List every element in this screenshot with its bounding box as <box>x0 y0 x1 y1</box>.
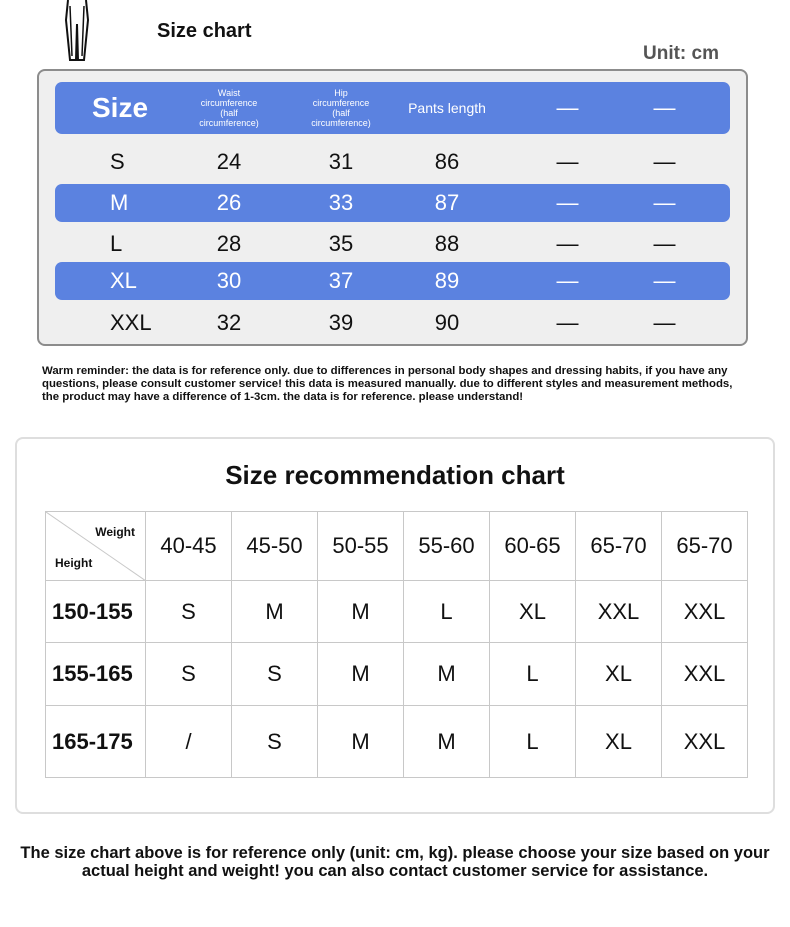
empty-header-2: — <box>653 95 676 120</box>
weight-col: 40-45 <box>146 512 232 581</box>
size-cell: XL <box>576 643 662 706</box>
waist-cell: 26 <box>216 190 242 215</box>
size-cell: XXL <box>110 310 152 335</box>
size-cell: / <box>146 706 232 778</box>
size-cell: L <box>404 581 490 643</box>
height-label: Height <box>55 556 93 570</box>
size-cell: XXL <box>662 643 748 706</box>
unit-label: Unit: cm <box>643 43 719 64</box>
size-row <box>55 143 730 181</box>
table-header-row <box>46 512 748 581</box>
table-row <box>46 643 748 706</box>
size-cell: S <box>232 706 318 778</box>
length-cell: 86 <box>434 149 460 174</box>
waist-cell: 28 <box>216 231 242 256</box>
height-cell: 150-155 <box>46 581 146 643</box>
size-cell: S <box>146 643 232 706</box>
size-row <box>55 225 730 263</box>
pants-length-header: Pants length <box>408 100 486 116</box>
empty-cell: — <box>653 268 676 293</box>
page-title: Size chart <box>157 20 252 42</box>
weight-col: 50-55 <box>318 512 404 581</box>
waist-cell: 32 <box>216 310 242 335</box>
height-cell: 165-175 <box>46 706 146 778</box>
size-cell: M <box>318 581 404 643</box>
size-row <box>55 262 730 300</box>
size-cell: M <box>318 643 404 706</box>
waist-cell: 30 <box>216 268 242 293</box>
length-cell: 90 <box>434 310 460 335</box>
weight-col: 65-70 <box>662 512 748 581</box>
recommendation-title: Size recommendation chart <box>225 460 565 490</box>
size-cell: XL <box>110 268 137 293</box>
size-row <box>55 184 730 222</box>
empty-cell: — <box>653 310 676 335</box>
hip-cell: 33 <box>328 190 354 215</box>
weight-col: 45-50 <box>232 512 318 581</box>
size-header: Size <box>91 92 149 123</box>
table-row <box>46 706 748 778</box>
diagonal-line <box>46 512 146 581</box>
size-cell: L <box>110 231 123 256</box>
reminder-text: Warm reminder: the data is for reference only. due to differences in personal body shapes and dressing habits, if you have any questions, please consult customer service! this data is measured manually. due to different styles and measurement methods, the product may have a difference of 1-3cm. the data is for reference. please understand! <box>42 365 733 403</box>
size-cell: M <box>110 190 129 215</box>
length-cell: 87 <box>434 190 460 215</box>
hip-header: Hip circumference (half circumference) <box>311 88 371 128</box>
waist-header: Waist circumference (half circumference) <box>199 88 259 128</box>
size-cell: XXL <box>662 581 748 643</box>
size-cell: L <box>490 706 576 778</box>
empty-cell: — <box>556 190 579 215</box>
length-cell: 89 <box>434 268 460 293</box>
weight-label: Weight <box>95 525 135 539</box>
recommendation-table <box>45 511 748 778</box>
size-cell: M <box>404 643 490 706</box>
size-cell: S <box>146 581 232 643</box>
size-cell: S <box>232 643 318 706</box>
corner-cell <box>46 512 146 581</box>
weight-col: 60-65 <box>490 512 576 581</box>
pants-icon <box>60 0 94 64</box>
size-chart-header <box>55 82 730 134</box>
weight-col: 65-70 <box>576 512 662 581</box>
empty-cell: — <box>556 231 579 256</box>
empty-cell: — <box>556 268 579 293</box>
size-chart-panel <box>37 69 748 346</box>
size-cell: XXL <box>576 581 662 643</box>
hip-cell: 37 <box>328 268 354 293</box>
empty-cell: — <box>556 149 579 174</box>
size-cell: M <box>404 706 490 778</box>
size-cell: M <box>232 581 318 643</box>
empty-cell: — <box>653 190 676 215</box>
empty-cell: — <box>556 310 579 335</box>
weight-col: 55-60 <box>404 512 490 581</box>
hip-cell: 35 <box>328 231 354 256</box>
size-cell: XL <box>490 581 576 643</box>
waist-cell: 24 <box>216 149 242 174</box>
size-cell: XL <box>576 706 662 778</box>
height-cell: 155-165 <box>46 643 146 706</box>
hip-cell: 31 <box>328 149 354 174</box>
footer-note: The size chart above is for reference only (unit: cm, kg). please choose your size based on your actual height and weight! you can also contact customer service for assistance. <box>20 844 770 880</box>
table-row <box>46 581 748 643</box>
length-cell: 88 <box>434 231 460 256</box>
size-row <box>55 304 730 342</box>
size-cell: M <box>318 706 404 778</box>
hip-cell: 39 <box>328 310 354 335</box>
empty-cell: — <box>653 149 676 174</box>
empty-cell: — <box>653 231 676 256</box>
size-cell: S <box>110 149 125 174</box>
size-cell: XXL <box>662 706 748 778</box>
size-cell: L <box>490 643 576 706</box>
empty-header-1: — <box>556 95 579 120</box>
